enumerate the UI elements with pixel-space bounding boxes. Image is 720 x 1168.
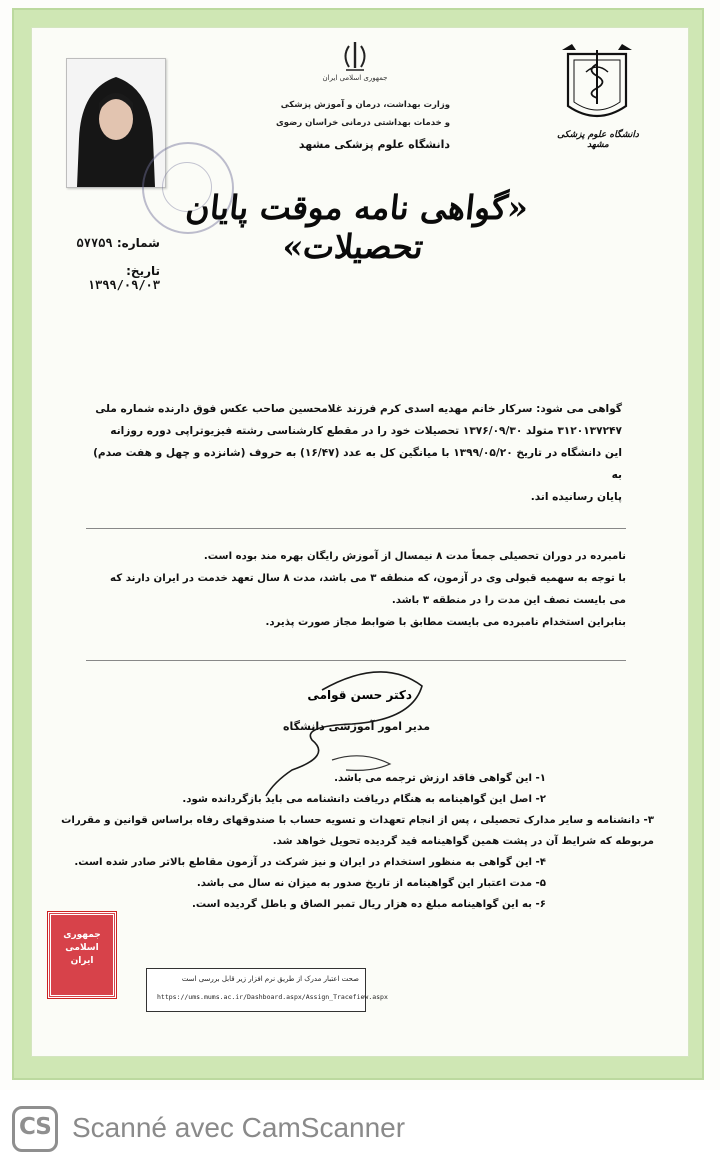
body-line-2: ۳۱۲۰۱۳۷۲۴۷ متولد ۱۳۷۶/۰۹/۳۰ تحصیلات خود را در مقطع کارشناسی رشته فیزیوتراپی دوره روزانه: [110, 425, 622, 437]
emblem-caption: جمهوری اسلامی ایران: [322, 74, 388, 82]
conditions-list: [50, 768, 654, 915]
certificate-date: [54, 264, 160, 292]
number-value: ۵۷۷۵۹: [76, 236, 113, 250]
condition-1: ۱- این گواهی فاقد ارزش ترجمه می باشد.: [334, 773, 546, 784]
condition-4: ۴- این گواهی به منظور استخدام در ایران و نیز شرکت در آزمون مقاطع بالاتر صادر شده است.: [74, 857, 546, 868]
condition-3-cont: مربوطه که شرایط آن در پشت همین گواهینامه قید گردیده تحویل خواهد شد.: [272, 836, 654, 847]
signatory-name: دکتر حسن قوامی: [307, 688, 412, 702]
verification-box: [146, 968, 388, 1012]
verification-text: صحت اعتبار مدرک از طریق نرم افزار زیر قابل بررسی است: [181, 975, 359, 983]
condition-2: ۲- اصل این گواهینامه به هنگام دریافت دانشنامه می باید بازگردانده شود.: [182, 794, 546, 805]
condition-3: ۳- دانشنامه و سایر مدارک تحصیلی ، پس از انجام تعهدات و تسویه حساب با صندوقهای رفاه براساس قوانین و مقررات: [61, 815, 654, 826]
condition-6: ۶- به این گواهینامه مبلغ ده هزار ریال تمبر الصاق و باطل گردیده است.: [192, 899, 546, 910]
certificate-number: [70, 236, 160, 250]
ministry-line-2: و خدمات بهداشتی درمانی خراسان رضوی: [275, 118, 450, 128]
logo-caption: دانشگاه علوم پزشکی مشهد: [557, 130, 639, 150]
date-label: تاریخ:: [126, 264, 160, 278]
iran-emblem-icon: [340, 40, 370, 72]
service-notes: [86, 546, 626, 634]
certificate-body: [86, 398, 622, 508]
body-line-3: این دانشگاه در تاریخ ۱۳۹۹/۰۵/۲۰ با میانگین کل به عدد (۱۶/۴۷) به حروف (شانزده و چهل و هفت صدم) به: [93, 447, 622, 481]
certificate-title: «گواهی نامه موقت پایان تحصیلات»: [183, 188, 531, 266]
note-line-4: بنابراین استخدام نامبرده می بایست مطابق با ضوابط مجاز صورت پذیرد.: [265, 617, 626, 628]
signatory-title: مدیر امور آموزشی دانشگاه: [283, 720, 430, 733]
ministry-line-1: وزارت بهداشت، درمان و آموزش پزشکی: [280, 100, 450, 110]
camscanner-logo-icon: [12, 1106, 58, 1152]
note-line-1: نامبرده در دوران تحصیلی جمعاً مدت ۸ نیمسال از آموزش رایگان بهره مند بوده است.: [203, 551, 626, 562]
condition-5: ۵- مدت اعتبار این گواهینامه از تاریخ صدور به میزان نه سال می باشد.: [196, 878, 546, 889]
camscanner-watermark: Scanné avec CamScanner: [72, 1112, 406, 1143]
divider-1: [86, 528, 626, 529]
number-label: شماره:: [116, 236, 160, 250]
university-name: دانشگاه علوم پزشکی مشهد: [298, 138, 450, 151]
note-line-3: می بایست نصف این مدت را در منطقه ۳ باشد.: [391, 595, 626, 606]
revenue-stamp: [48, 912, 116, 998]
date-value: ۱۳۹۹/۰۹/۰۳: [87, 278, 160, 292]
body-line-4: پایان رسانیده اند.: [530, 491, 622, 503]
note-line-2: با توجه به سهمیه قبولی وی در آزمون، که منطقه ۳ می باشد، مدت ۸ سال تعهد خدمت در ایران دارند که: [110, 573, 626, 584]
body-line-1: گواهی می شود: سرکار خانم مهدیه اسدی کرم فرزند غلامحسین صاحب عکس فوق دارنده شماره ملی: [95, 403, 622, 415]
revenue-stamp-text: جمهوری اسلامی ایران: [63, 930, 101, 966]
verification-url[interactable]: https://ums.mums.ac.ir/Dashboard.aspx/Assign_Tracefiew.aspx: [157, 993, 388, 1001]
university-logo-icon: [562, 44, 632, 128]
camscanner-logo-text: CS: [19, 1114, 51, 1140]
